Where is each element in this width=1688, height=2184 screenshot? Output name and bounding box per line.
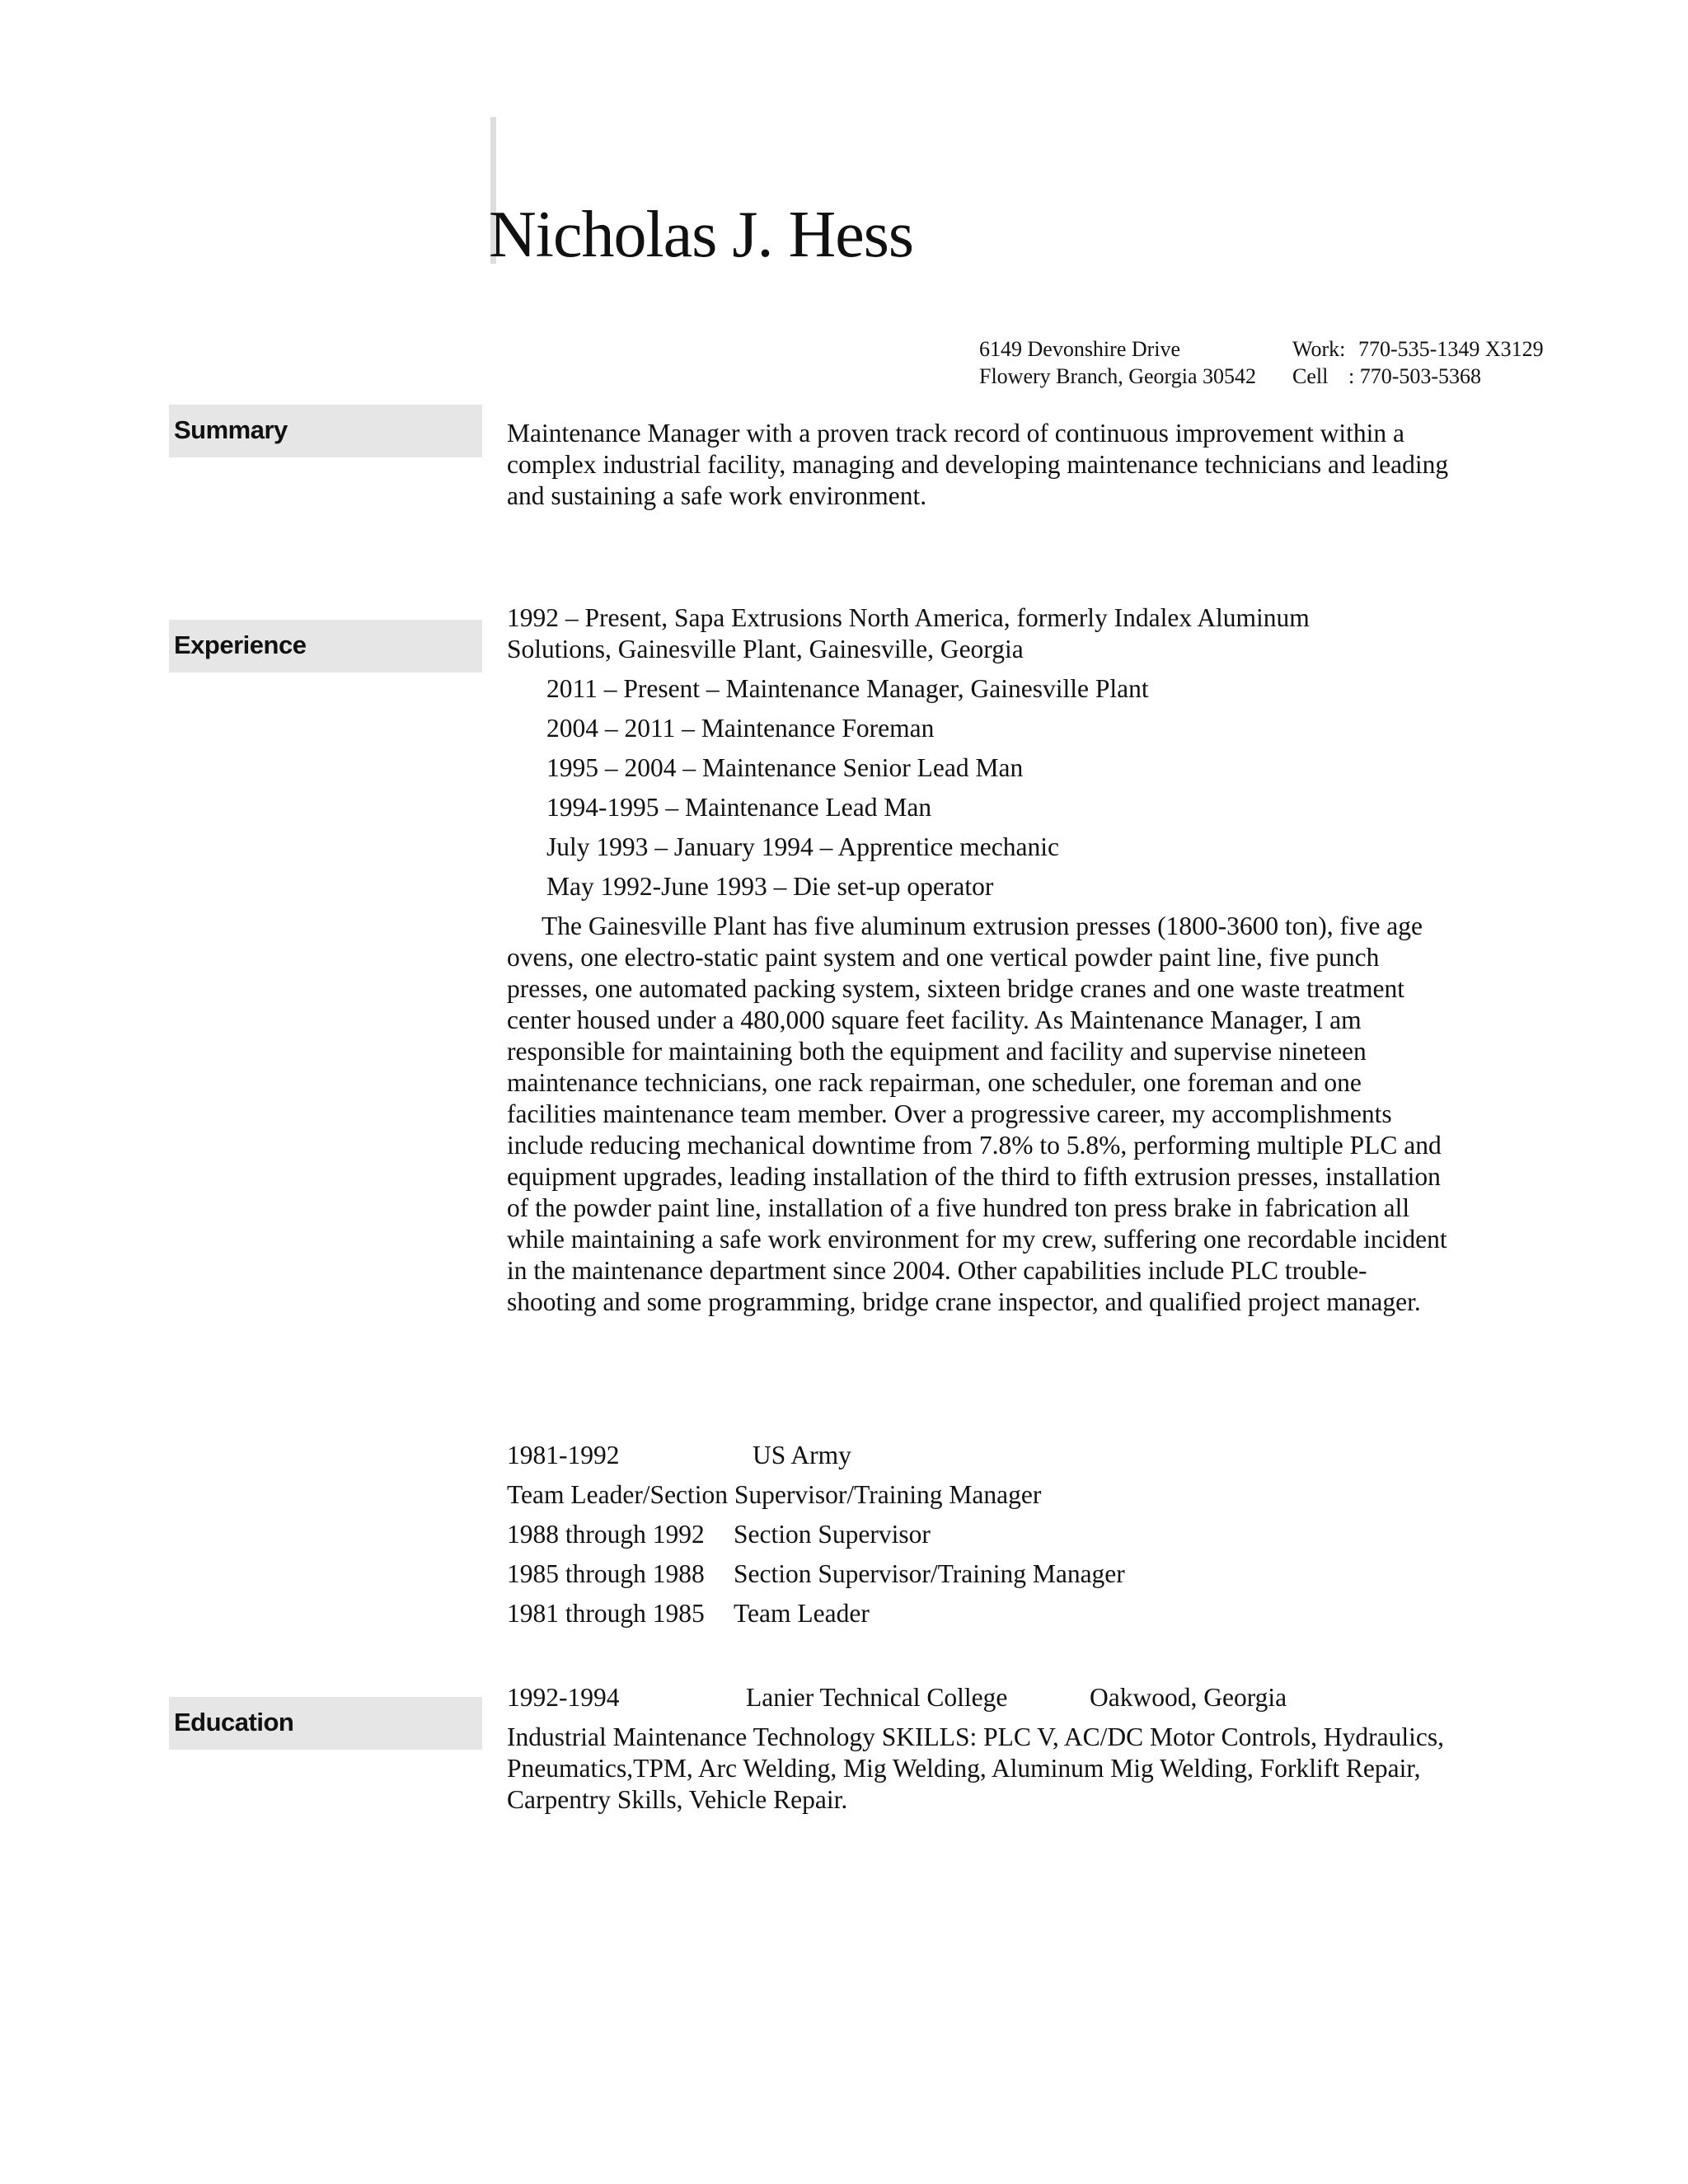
summary-text: Maintenance Manager with a proven track record of continuous improvement within a complex industrial facility, managing and developing maintenance technicians and leading and sustaining a safe work environment. <box>507 419 1449 510</box>
army-organization: US Army <box>753 1441 851 1469</box>
army-role-period: 1981 through 1985 <box>507 1599 705 1628</box>
education-years: 1992-1994 <box>507 1683 620 1712</box>
role-line: May 1992-June 1993 – Die set-up operator <box>546 872 994 901</box>
address-line-1: 6149 Devonshire Drive <box>979 337 1181 361</box>
experience-company-line: 1992 – Present, Sapa Extrusions North America, formerly Indalex Aluminum Solutions, Gainesville Plant, Gainesville, Georgia <box>507 603 1310 663</box>
education-skills: Industrial Maintenance Technology SKILLS: PLC V, AC/DC Motor Controls, Hydraulics, Pneumatics,TPM, Arc Welding, Mig Welding, Aluminum Mig Welding, Forklift Repair, Carpentry Skills, Vehicle Repair. <box>507 1722 1444 1814</box>
address-line-2: Flowery Branch, Georgia 30542 <box>979 364 1257 388</box>
role-line: 1994-1995 – Maintenance Lead Man <box>546 793 932 822</box>
army-role-title: Section Supervisor <box>734 1520 931 1549</box>
experience-section-header <box>169 620 482 673</box>
education-location: Oakwood, Georgia <box>1090 1683 1287 1712</box>
role-line: 1995 – 2004 – Maintenance Senior Lead Man <box>546 753 1024 782</box>
army-role-period: 1985 through 1988 <box>507 1559 705 1588</box>
education-label: Education <box>174 1708 294 1736</box>
summary-label: Summary <box>174 415 288 444</box>
army-title: Team Leader/Section Supervisor/Training Manager <box>507 1480 1042 1509</box>
role-line: July 1993 – January 1994 – Apprentice mechanic <box>546 832 1059 861</box>
education-section-header <box>169 1697 482 1750</box>
army-years: 1981-1992 <box>507 1441 620 1469</box>
cell-phone: : 770-503-5368 <box>1348 364 1482 388</box>
work-phone: 770-535-1349 X3129 <box>1358 337 1544 361</box>
work-phone-label: Work: <box>1292 337 1346 361</box>
army-role-period: 1988 through 1992 <box>507 1520 705 1549</box>
role-line: 2004 – 2011 – Maintenance Foreman <box>546 714 935 743</box>
experience-description: The Gainesville Plant has five aluminum extrusion presses (1800-3600 ton), five age ovens, one electro-static paint system and one vertical powder paint line, five punch presses, one automated packing system, sixteen bridge cranes and one waste treatment center housed under a 480,000 square feet facility. As Maintenance Manager, I am responsible for maintaining both the equipment and facility and supervise nineteen maintenance technicians, one rack repairman, one scheduler, one foreman and one facilities maintenance team member. Over a progressive career, my accomplishments include reducing mechanical downtime from 7.8% to 5.8%, performing multiple PLC and equipment upgrades, leading installation of the third to fifth extrusion presses, installation of the powder paint line, installation of a five hundred ton press brake in fabrication all while maintaining a safe work environment for my crew, suffering one recordable incident in the maintenance department since 2004. Other capabilities include PLC trouble-shooting and some programming, bridge crane inspector, and qualified project manager. <box>507 912 1447 1316</box>
army-role-title: Section Supervisor/Training Manager <box>734 1559 1125 1588</box>
summary-section-header <box>169 405 482 457</box>
army-role-title: Team Leader <box>734 1599 870 1628</box>
education-school: Lanier Technical College <box>746 1683 1008 1712</box>
cell-phone-label: Cell <box>1292 364 1329 388</box>
experience-label: Experience <box>174 630 307 659</box>
resume-name: Nicholas J. Hess <box>489 199 914 271</box>
role-line: 2011 – Present – Maintenance Manager, Gainesville Plant <box>546 674 1149 703</box>
